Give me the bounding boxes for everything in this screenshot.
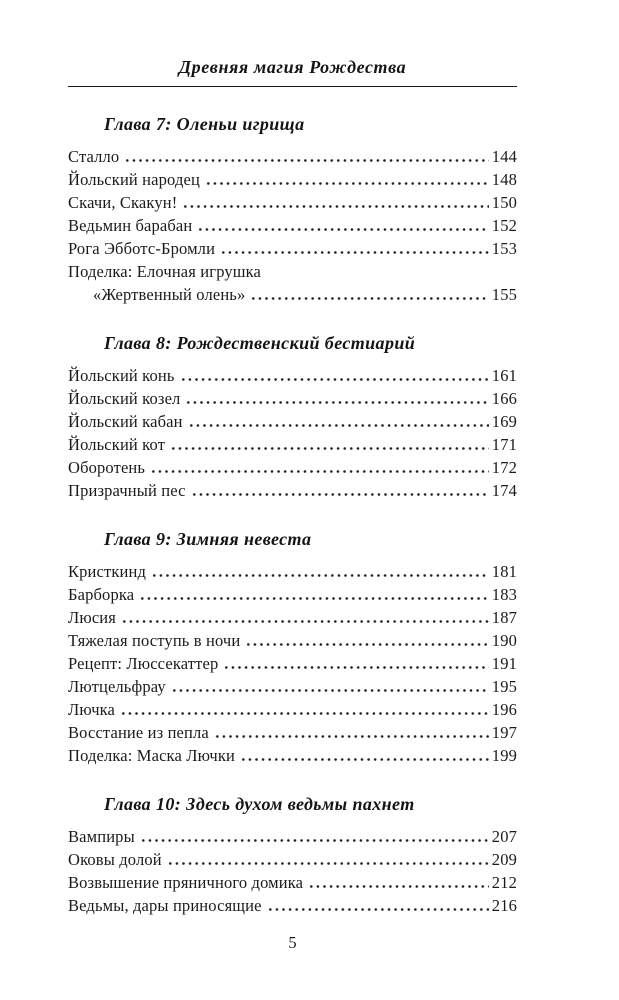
- toc-entry-title: Оборотень: [68, 458, 146, 477]
- toc-entry: [93, 283, 517, 306]
- dot-leader: [308, 885, 489, 888]
- toc-entry: [68, 894, 517, 917]
- toc-entry: [68, 410, 517, 433]
- toc-entry-title: Сталло: [68, 147, 120, 166]
- toc-entry-page: 174: [491, 481, 517, 500]
- toc-entry: [68, 629, 517, 652]
- dot-leader: [245, 643, 488, 646]
- folio-page-number: 5: [288, 933, 297, 952]
- toc-entry-title: Поделка: Маска Лючки: [68, 746, 236, 765]
- toc-entry: [68, 848, 517, 871]
- toc-entry: [68, 456, 517, 479]
- dot-leader: [214, 735, 489, 738]
- toc-entry-page: 195: [491, 677, 517, 696]
- dot-leader: [220, 251, 489, 254]
- toc-entry-page: 144: [491, 147, 517, 166]
- dot-leader: [139, 597, 489, 600]
- dot-leader: [121, 620, 489, 623]
- toc-entry-title: Йольский народец: [68, 170, 200, 189]
- toc-entry: [68, 744, 517, 767]
- dot-leader: [182, 205, 488, 208]
- toc-entry-page: 197: [491, 723, 517, 742]
- toc-entry-page: 187: [491, 608, 517, 627]
- toc-entry-page: 207: [491, 827, 517, 846]
- toc-entry: [68, 145, 517, 168]
- dot-leader: [191, 493, 489, 496]
- toc-entry-title: Йольский козел: [68, 389, 181, 408]
- chapter-title: Глава 9: Зимняя невеста: [104, 529, 312, 549]
- toc-entry-page: 190: [491, 631, 517, 650]
- toc-entry-page: 199: [491, 746, 517, 765]
- toc-entry: [68, 387, 517, 410]
- chapter-section: [68, 332, 517, 502]
- dot-leader: [250, 297, 488, 300]
- chapter-entries: [68, 825, 517, 917]
- toc-entry: [68, 168, 517, 191]
- toc-entry: [68, 214, 517, 237]
- toc-entry: [68, 721, 517, 744]
- toc-entry-page: 153: [491, 239, 517, 258]
- toc-entry: [68, 560, 517, 583]
- toc-entry: [68, 583, 517, 606]
- dot-leader: [151, 574, 489, 577]
- toc-entry-title: Лютцельфрау: [68, 677, 166, 696]
- dot-leader: [120, 712, 489, 715]
- dot-leader: [140, 839, 489, 842]
- toc-entry-page: 191: [491, 654, 517, 673]
- toc-entry: [68, 675, 517, 698]
- toc-entry-title: Вампиры: [68, 827, 135, 846]
- dot-leader: [205, 182, 489, 185]
- toc-entry-page: 169: [491, 412, 517, 431]
- dot-leader: [185, 401, 488, 404]
- toc-entry: [68, 237, 517, 260]
- toc-entry-page: 161: [491, 366, 517, 385]
- chapter-entries: [68, 560, 517, 767]
- toc-entry-title: Призрачный пес: [68, 481, 186, 500]
- toc-entry-title: Лючка: [68, 700, 116, 719]
- toc-entry-page: 183: [491, 585, 517, 604]
- chapter-title: Глава 7: Оленьи игрища: [104, 114, 305, 134]
- chapter-section: [68, 113, 517, 306]
- chapter-entries: [68, 364, 517, 502]
- toc-entry-page: 172: [491, 458, 517, 477]
- toc-entry-title: Скачи, Скакун!: [68, 193, 178, 212]
- dot-leader: [267, 908, 489, 911]
- chapter-section: [68, 793, 517, 917]
- toc-entry-title: «Жертвенный олень»: [93, 285, 246, 304]
- toc-entry-page: 155: [491, 285, 517, 304]
- toc-entry-page: 216: [491, 896, 517, 915]
- dot-leader: [188, 424, 489, 427]
- running-header: Древняя магия Рождества: [178, 57, 407, 77]
- toc-entry-title: Ведьмин барабан: [68, 216, 193, 235]
- toc-entry-title: Йольский конь: [68, 366, 175, 385]
- toc-entry-title: Восстание из пепла: [68, 723, 209, 742]
- toc-entry: [68, 825, 517, 848]
- toc-entry: [68, 364, 517, 387]
- toc-entry-page: 181: [491, 562, 517, 581]
- dot-leader: [197, 228, 488, 231]
- chapter-title: Глава 10: Здесь духом ведьмы пахнет: [104, 794, 415, 814]
- toc-entry: [68, 871, 517, 894]
- chapter-title: Глава 8: Рождественский бестиарий: [104, 333, 416, 353]
- toc-entry-title: Рога Эбботс-Бромли: [68, 239, 216, 258]
- dot-leader: [180, 378, 489, 381]
- toc-entry-page: 212: [491, 873, 517, 892]
- dot-leader: [167, 862, 489, 865]
- toc-entry-title: Рецепт: Люссекаттер: [68, 654, 219, 673]
- dot-leader: [240, 758, 489, 761]
- toc-entry: [68, 433, 517, 456]
- toc-entry-title: Йольский кот: [68, 435, 166, 454]
- toc-entry-page: 152: [491, 216, 517, 235]
- toc-entry-page: 150: [491, 193, 517, 212]
- toc-entry: [68, 698, 517, 721]
- toc-entry-title: Ведьмы, дары приносящие: [68, 896, 262, 915]
- dot-leader: [223, 666, 488, 669]
- toc-entry-page: 171: [491, 435, 517, 454]
- toc-entry: [68, 652, 517, 675]
- toc-entry-title: Люсия: [68, 608, 117, 627]
- dot-leader: [124, 159, 489, 162]
- chapter-entries: [68, 145, 517, 306]
- toc-entry: [68, 479, 517, 502]
- toc-entry-title: Поделка: Елочная игрушка: [68, 262, 262, 281]
- toc-entry-title: Оковы долой: [68, 850, 162, 869]
- toc-entry-first-line: [68, 260, 517, 283]
- toc-entry-page: 148: [491, 170, 517, 189]
- toc-entry-page: 209: [491, 850, 517, 869]
- toc-entry-page: 196: [491, 700, 517, 719]
- toc-entry: [68, 606, 517, 629]
- header-rule: [68, 86, 517, 87]
- dot-leader: [171, 689, 489, 692]
- toc-entry-title: Кристкинд: [68, 562, 147, 581]
- toc-entry-title: Возвышение пряничного домика: [68, 873, 304, 892]
- toc-entry: [68, 191, 517, 214]
- toc-entry-title: Барборка: [68, 585, 135, 604]
- toc-entry-title: Тяжелая поступь в ночи: [68, 631, 241, 650]
- toc: [68, 113, 517, 917]
- toc-entry-page: 166: [491, 389, 517, 408]
- dot-leader: [170, 447, 489, 450]
- dot-leader: [150, 470, 489, 473]
- chapter-section: [68, 528, 517, 767]
- toc-entry-title: Йольский кабан: [68, 412, 183, 431]
